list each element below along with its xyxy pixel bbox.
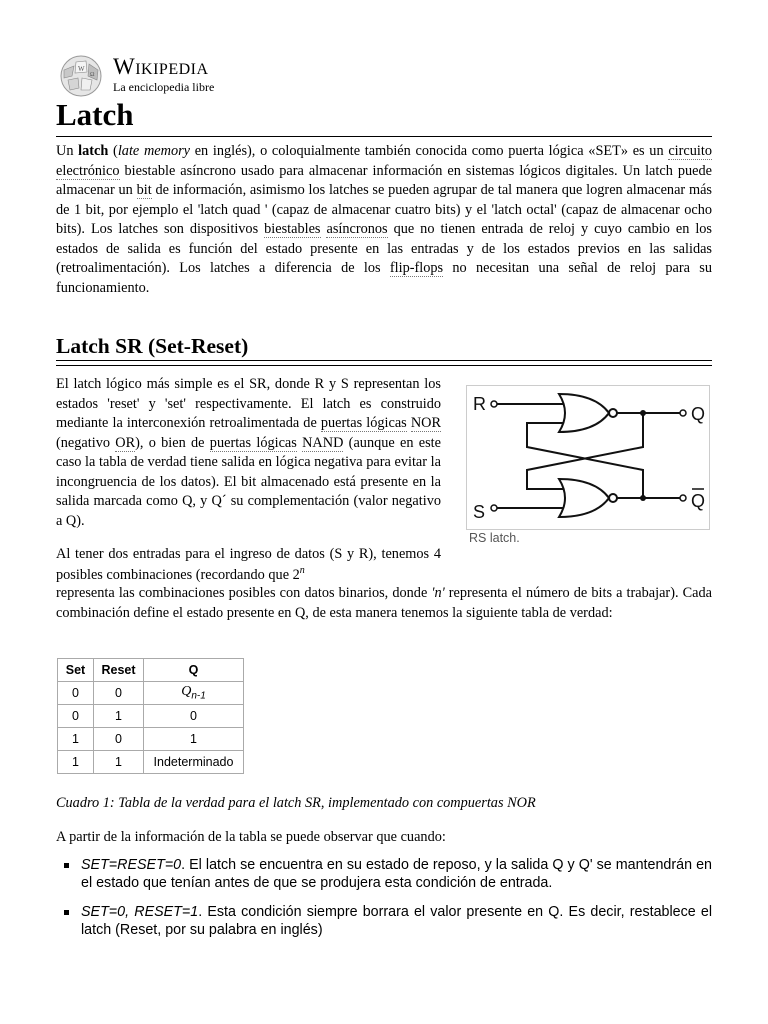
label-q: Q [691, 404, 706, 424]
link-asincronos[interactable]: asíncronos [326, 221, 388, 237]
bullet-icon [64, 863, 69, 868]
title-divider [56, 136, 712, 137]
header-set: Set [58, 659, 94, 682]
svg-text:Ω: Ω [90, 72, 95, 78]
conditions-list [56, 856, 712, 950]
header-q: Q [144, 659, 244, 682]
list-item: SET=0, RESET=1. Esta condición siempre borrara el valor presente en Q. Es decir, restablece el latch (Reset, por su palabra en inglés) [56, 903, 712, 939]
wikipedia-wordmark[interactable]: Wikipedia [113, 54, 209, 79]
section-divider [56, 360, 712, 361]
table-cell: 0 [58, 705, 94, 728]
table-header-row [58, 659, 244, 682]
list-item: SET=RESET=0. El latch se encuentra en su estado de reposo, y la salida Q y Q' se mantendrán en el estado que tenían antes de que se produjera esta condición de entrada. [56, 856, 712, 892]
rs-latch-figure[interactable] [466, 385, 710, 530]
truth-table [57, 658, 244, 774]
link-puertas-logicas[interactable]: puertas lógicas [320, 415, 407, 431]
svg-text:W: W [78, 65, 85, 73]
exponent-n: n [299, 565, 305, 577]
link-or[interactable]: OR [115, 434, 136, 451]
table-cell: 1 [58, 728, 94, 751]
table-cell: 1 [58, 751, 94, 774]
table-row [58, 751, 244, 774]
page-title: Latch [56, 97, 134, 132]
table-cell: 0 [144, 705, 244, 728]
wikipedia-globe-icon[interactable] [56, 52, 106, 98]
label-r: R [473, 394, 486, 414]
link-puertas-logicas-2[interactable]: puertas lógicas [209, 434, 297, 451]
table-row [58, 728, 244, 751]
link-flip-flops[interactable]: flip-flops [389, 260, 444, 276]
latch-bold: latch [78, 143, 109, 159]
table-caption: Cuadro 1: Tabla de la verdad para el latch SR, implementado con compuertas NOR [56, 795, 536, 811]
table-observation-intro: A partir de la información de la tabla se puede observar que cuando: [56, 829, 446, 845]
table-row [58, 705, 244, 728]
link-bit[interactable]: bit [136, 182, 152, 198]
combinations-paragraph-end: representa las combinaciones posibles con datos binarios, donde 'n' representa el número de bits a trabajar). Cada combinación define el estado presente en Q, de esta manera tenemos la siguiente tabla de verdad: [56, 585, 712, 621]
wikipedia-tagline: La enciclopedia libre [113, 80, 215, 94]
section-title-latch-sr: Latch SR (Set-Reset) [56, 334, 249, 358]
link-nand[interactable]: NAND [302, 434, 344, 451]
link-circuito-electronico[interactable]: circuito electrónico [56, 143, 712, 179]
combinations-paragraph-start: Al tener dos entradas para el ingreso de datos (S y R), tenemos 4 posibles combinaciones (recordando que 2$^n$ [56, 546, 441, 583]
link-nor[interactable]: NOR [410, 415, 441, 431]
section-divider-thin [56, 365, 712, 366]
label-s: S [473, 502, 486, 522]
rs-latch-diagram [467, 386, 709, 529]
table-cell-q-prev: $Q_{n-1}$ [144, 682, 244, 705]
intro-paragraph: Un latch (late memory en inglés), o coloquialmente también conocida como puerta lógica «SET» es un circuito electrónico biestable asíncrono usado para almacenar información en sistemas lógicos digitales. Un latch puede almacenar un bit de información, asimismo los latches se pueden agrupar de tal manera que logren almacenar más de 1 bit, por ejemplo el 'latch quad ' (capaz de almacenar cuatro bits) y el 'latch octal' (capaz de almacenar ocho bits). Los latches son dispositivos biestables asíncronos que no tienen entrada de reloj y cuyo cambio en los estados de salida es función del estado presente en las entradas y de los estados previos en las salidas (retroalimentación). Los latches a diferencia de los flip-flops no necesitan una señal de reloj para su funcionamiento. [56, 143, 713, 296]
link-biestables[interactable]: biestables [264, 221, 321, 237]
table-cell: 0 [94, 682, 144, 705]
table-cell: 1 [94, 705, 144, 728]
latch-sr-paragraph: El latch lógico más simple es el SR, donde R y S representan los estados 'reset' y 'set' respectivamente. El latch es construido mediante la interconexión retroalimentada de puertas lógicas NOR (negativo OR), o bien de puertas lógicas NAND (aunque en este caso la tabla de verdad tiene salida en lógica negativa para evitar la incongruencia de los datos). El bit almacenado está presente en la salida marcada como Q, y Q´ su complementación (valor negativo a Q). [56, 376, 441, 529]
table-cell: 1 [94, 751, 144, 774]
table-cell: 0 [94, 728, 144, 751]
header-reset: Reset [94, 659, 144, 682]
figure-caption: RS latch. [469, 531, 520, 545]
bullet-icon [64, 910, 69, 915]
table-cell: Indeterminado [144, 751, 244, 774]
table-row [58, 682, 244, 705]
table-cell: 0 [58, 682, 94, 705]
label-q-bar: Q [691, 491, 706, 511]
table-cell: 1 [144, 728, 244, 751]
